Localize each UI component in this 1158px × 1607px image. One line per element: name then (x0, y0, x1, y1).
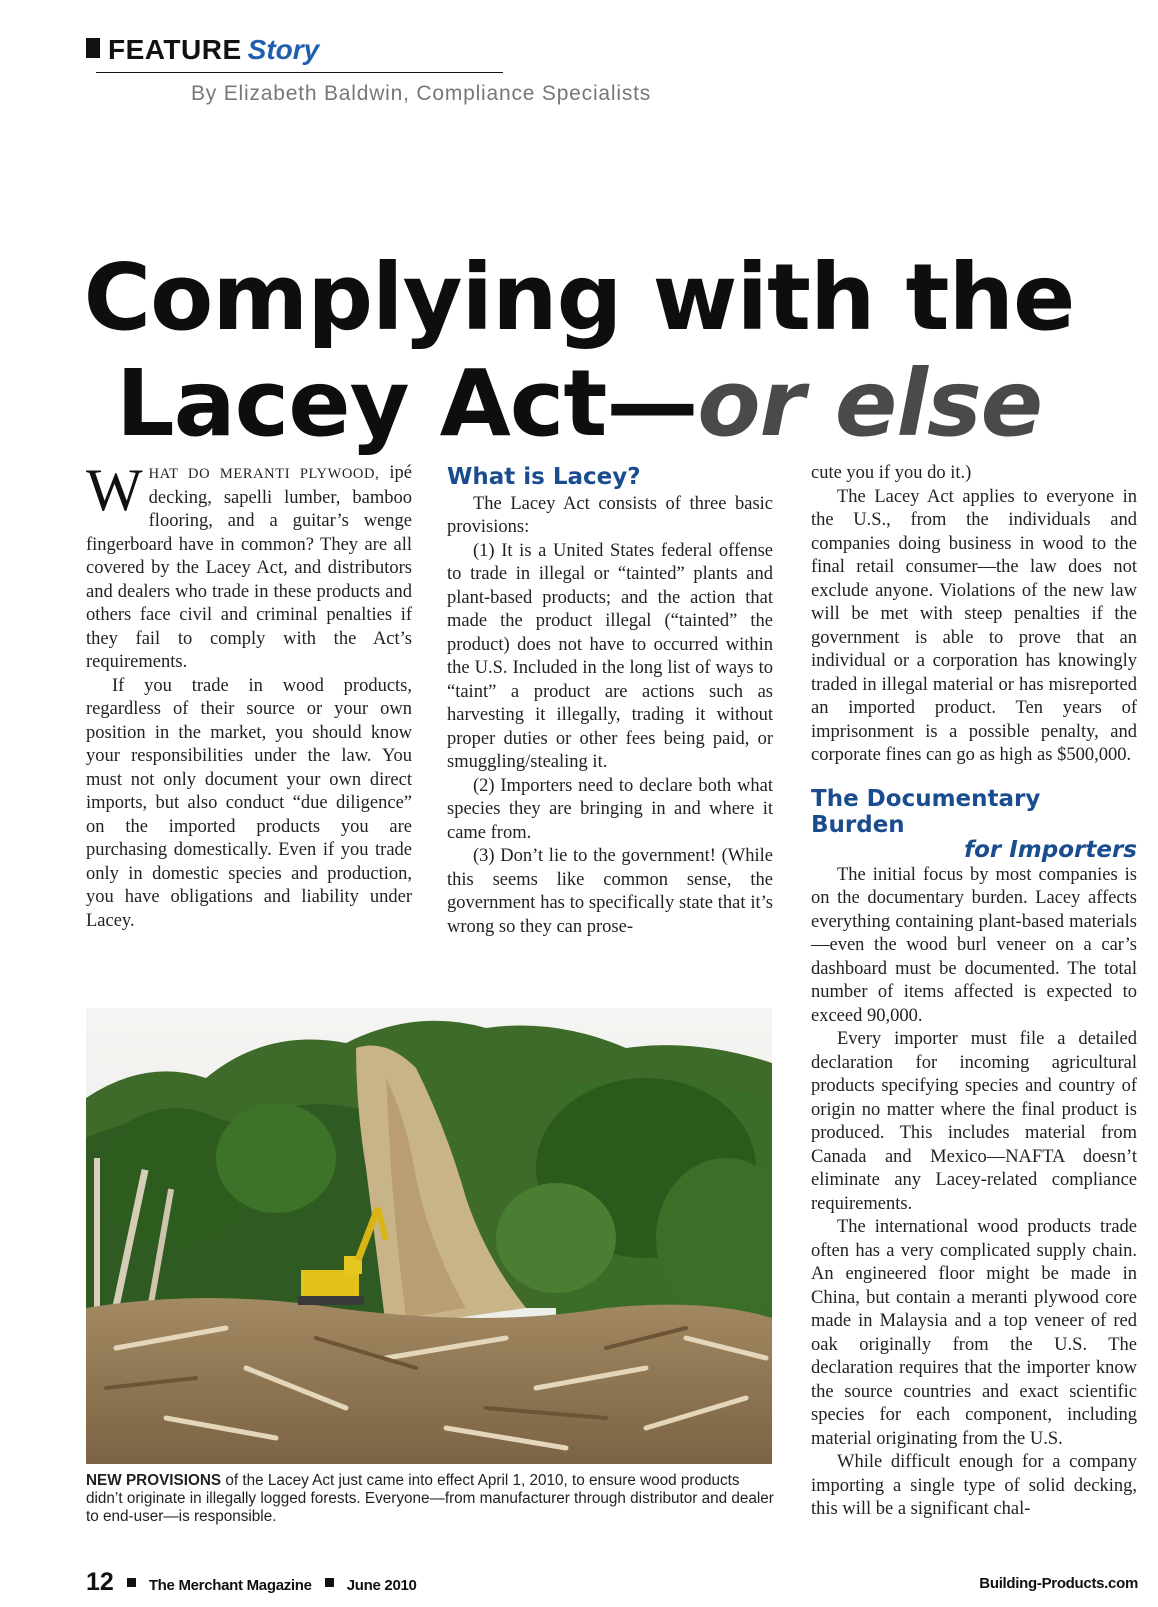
caption-text: of the Lacey Act just came into effect April 1, 2010, to ensure wood products didn’t originate in illegally logged forests. Everyone—from manufacturer through distributor and dealer to end-user—is responsible. (86, 1472, 774, 1525)
magazine-name: The Merchant Magazine (148, 1577, 312, 1594)
headline-line-2 (0, 352, 1158, 456)
paragraph: The Lacey Act applies to everyone in the U.S., from the individuals and companies doing business in wood to the final retail consumer—the law does not exclude anyone. Violations of the new law will be met with steep penalties if the government is able to prove that an individual or a corporation has knowingly traded in illegal material or has misreported an imported product. Ten years of imprisonment is a possible penalty, and corporate fines can go as high as $500,000. (811, 486, 1137, 765)
drop-cap: W (86, 457, 143, 523)
article-photo (86, 1008, 772, 1464)
paragraph: (1) It is a United States federal offense to trade in illegal or “tainted” plants and plant-based products; and the action that made the product illegal (“tainted” the product) does not have to occurred within the U.S. Included in the long list of ways to “taint” a product are actions such as harvesting it illegally, trading it without proper duties or other fees being paid, or smuggling/stealing it. (447, 540, 773, 772)
header-divider (96, 72, 503, 73)
paragraph: If you trade in wood products, regardless of their source or your own position in the market, you should know your responsibilities under the law. You must not only document your own direct imports, but also conduct “due diligence” on the imported products you are purchasing domestically. Even if you trade only in domestic species and production, you have obligations and liability under Lacey. (86, 675, 412, 931)
footer-bullet (325, 1578, 334, 1587)
paragraph: While difficult enough for a company importing a single type of solid decking, this will be a significant chal- (811, 1452, 1137, 1519)
subheading-what-is-lacey: What is Lacey? (447, 464, 641, 490)
footer-bullet (127, 1578, 136, 1587)
headline-dash: — (606, 350, 698, 457)
headline-accent: or else (697, 350, 1043, 457)
paragraph: The Lacey Act consists of three basic provisions: (447, 493, 773, 537)
paragraph: (2) Importers need to declare both what species they are bringing in and where it came from. (447, 775, 773, 843)
caption-lead: NEW PROVISIONS (86, 1472, 222, 1489)
paragraph: The initial focus by most companies is on the documentary burden. Lacey affects everything containing plant-based materials—even the wood burl veneer on a car’s dashboard must be documented. The total number of items affected is expected to exceed 90,000. (811, 864, 1137, 1026)
headline-line-1: Complying with the (83, 244, 1075, 351)
footer-website: Building-Products.com (979, 1575, 1138, 1592)
headline-main: Lacey Act (115, 350, 607, 457)
intro-paragraph (86, 457, 413, 675)
subheading-documentary-burden: The Documentary Burden (811, 785, 1041, 838)
paragraph-continued: cute you if you do it.) (811, 463, 972, 483)
article-column-1 (86, 457, 413, 933)
footer-folio (86, 1568, 417, 1597)
byline: By Elizabeth Baldwin, Compliance Specialists (191, 82, 652, 105)
paragraph: Every importer must file a detailed declaration for incoming agricultural products specifying species and country of origin no matter where the final product is produced. This includes material from Canada and Mexico—NAFTA doesn’t eliminate any Lacey-related compliance requirements. (811, 1029, 1137, 1214)
landslide-photo-illustration (86, 1008, 772, 1464)
section-header (86, 34, 319, 66)
section-accent-label: Story (247, 34, 320, 65)
subheading-for-importers: for Importers (964, 836, 1137, 863)
issue-date: June 2010 (346, 1577, 417, 1594)
intro-text: ipé decking, sapelli lumber, bamboo flooring, and a guitar’s wenge fingerboard have in common? They are all covered by the Lacey Act, and distributors and dealers who trade in these products and others face civil and criminal penalties if they fail to comply with the Act’s requirements. (86, 463, 413, 672)
lead-in: HAT DO MERANTI PLYWOOD, (148, 466, 380, 482)
photo-caption (86, 1472, 776, 1526)
paragraph: (3) Don’t lie to the government! (While this seems like common sense, the government has to specifically state that it’s wrong so they can prose- (447, 846, 773, 937)
page-number: 12 (86, 1568, 114, 1596)
paragraph: The international wood products trade often has a very complicated supply chain. An engineered floor might be made in China, but contain a meranti plywood core made in Malaysia and a top veneer of red oak originally from the U.S. The declaration requires that the importer know the source countries and exact scientific species for each component, including material originating from the U.S. (811, 1217, 1137, 1449)
article-column-2 (447, 466, 773, 939)
section-bullet (86, 38, 100, 58)
section-label: FEATURE (108, 34, 242, 65)
article-column-3 (811, 462, 1137, 1522)
